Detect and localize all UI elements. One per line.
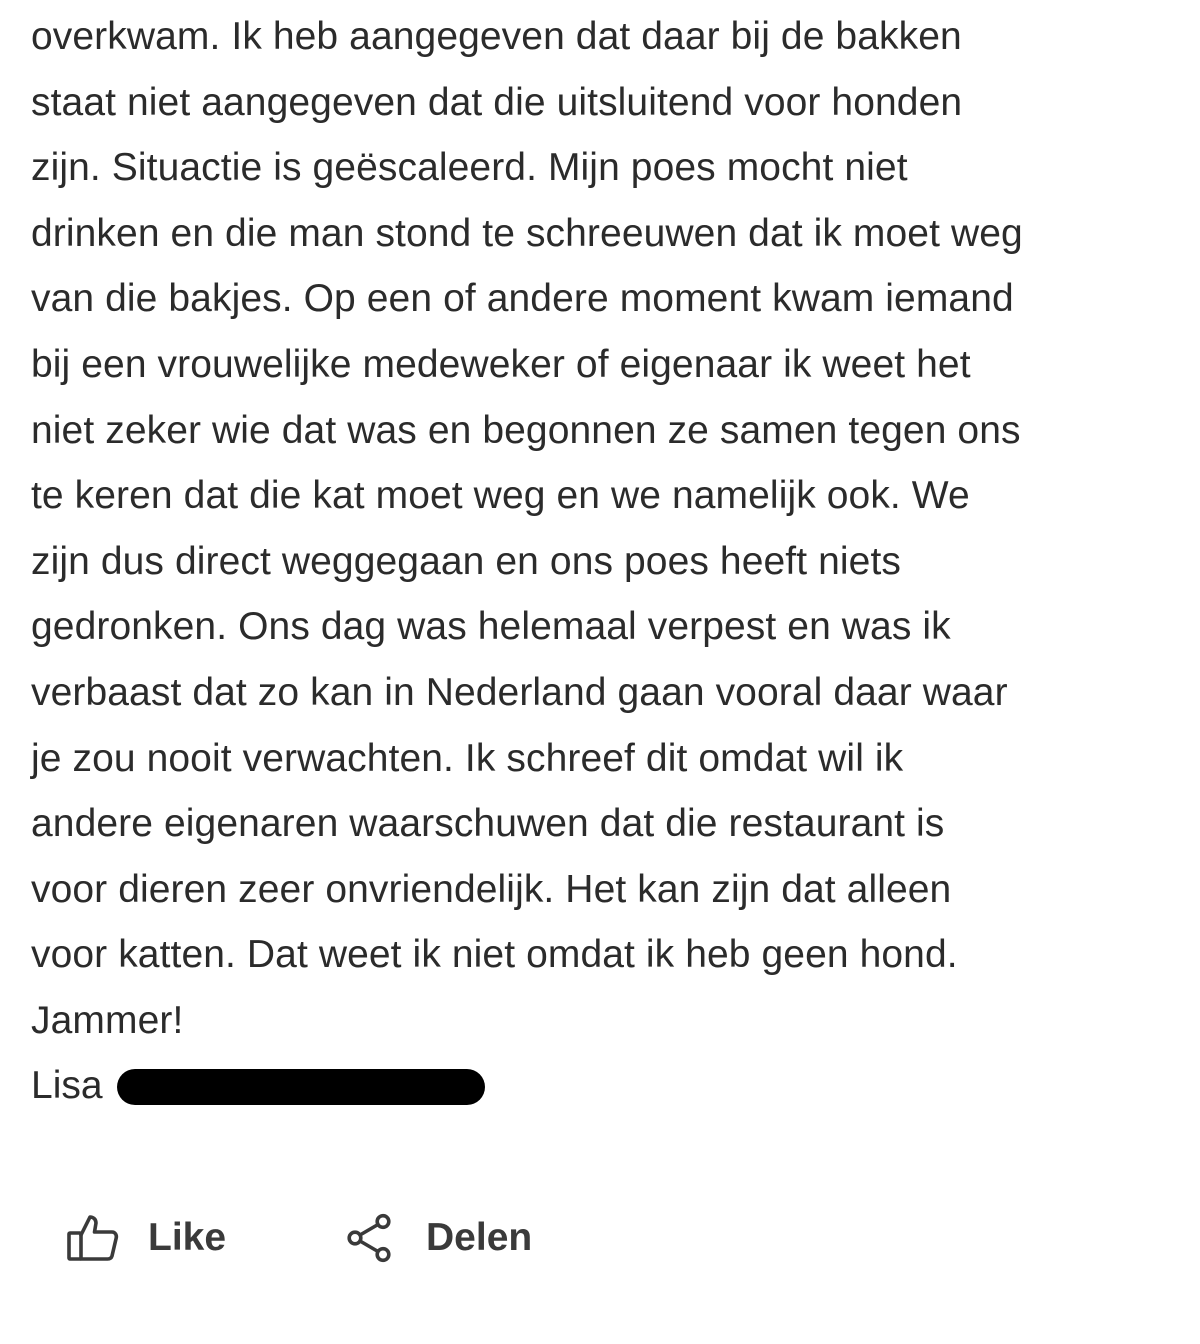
action-bar bbox=[0, 1198, 1200, 1278]
review-line: staat niet aangegeven dat die uitsluitend voor honden bbox=[31, 80, 963, 124]
review-line: voor katten. Dat weet ik niet omdat ik heb geen hond. bbox=[31, 933, 958, 977]
author-name: Lisa bbox=[31, 1064, 103, 1107]
review-line: zijn. Situactie is geëscaleerd. Mijn poes mocht niet bbox=[31, 146, 908, 190]
review-line: Jammer! bbox=[31, 998, 184, 1042]
review-line: andere eigenaren waarschuwen dat die restaurant is bbox=[31, 802, 945, 846]
review-line: van die bakjes. Op een of andere moment kwam iemand bbox=[31, 277, 1014, 321]
review-signature bbox=[31, 1053, 485, 1119]
review-line: niet zeker wie dat was en begonnen ze samen tegen ons bbox=[31, 408, 1021, 452]
review-line: verbaast dat zo kan in Nederland gaan vooral daar waar bbox=[31, 670, 1008, 714]
share-label: Delen bbox=[426, 1216, 533, 1259]
review-line: drinken en die man stond te schreeuwen dat ik moet weg bbox=[31, 211, 1023, 255]
review-line: overkwam. Ik heb aangegeven dat daar bij de bakken bbox=[31, 15, 962, 58]
review-line: bij een vrouwelijke medeweker of eigenaar ik weet het bbox=[31, 342, 971, 386]
like-label: Like bbox=[148, 1216, 227, 1259]
review-line: je zou nooit verwachten. Ik schreef dit omdat wil ik bbox=[31, 736, 904, 780]
review-text bbox=[31, 4, 1181, 1054]
review-line: zijn dus direct weggegaan en ons poes heeft niets bbox=[31, 539, 901, 583]
review-line: voor dieren zeer onvriendelijk. Het kan zijn dat alleen bbox=[31, 867, 952, 911]
share-icon bbox=[346, 1213, 392, 1263]
like-button[interactable] bbox=[66, 1198, 226, 1278]
redaction-bar bbox=[117, 1069, 485, 1105]
review-line: gedronken. Ons dag was helemaal verpest en was ik bbox=[31, 605, 951, 649]
review-line: te keren dat die kat moet weg en we namelijk ook. We bbox=[31, 474, 970, 518]
share-button[interactable] bbox=[346, 1198, 532, 1278]
thumbs-up-icon bbox=[66, 1213, 120, 1263]
